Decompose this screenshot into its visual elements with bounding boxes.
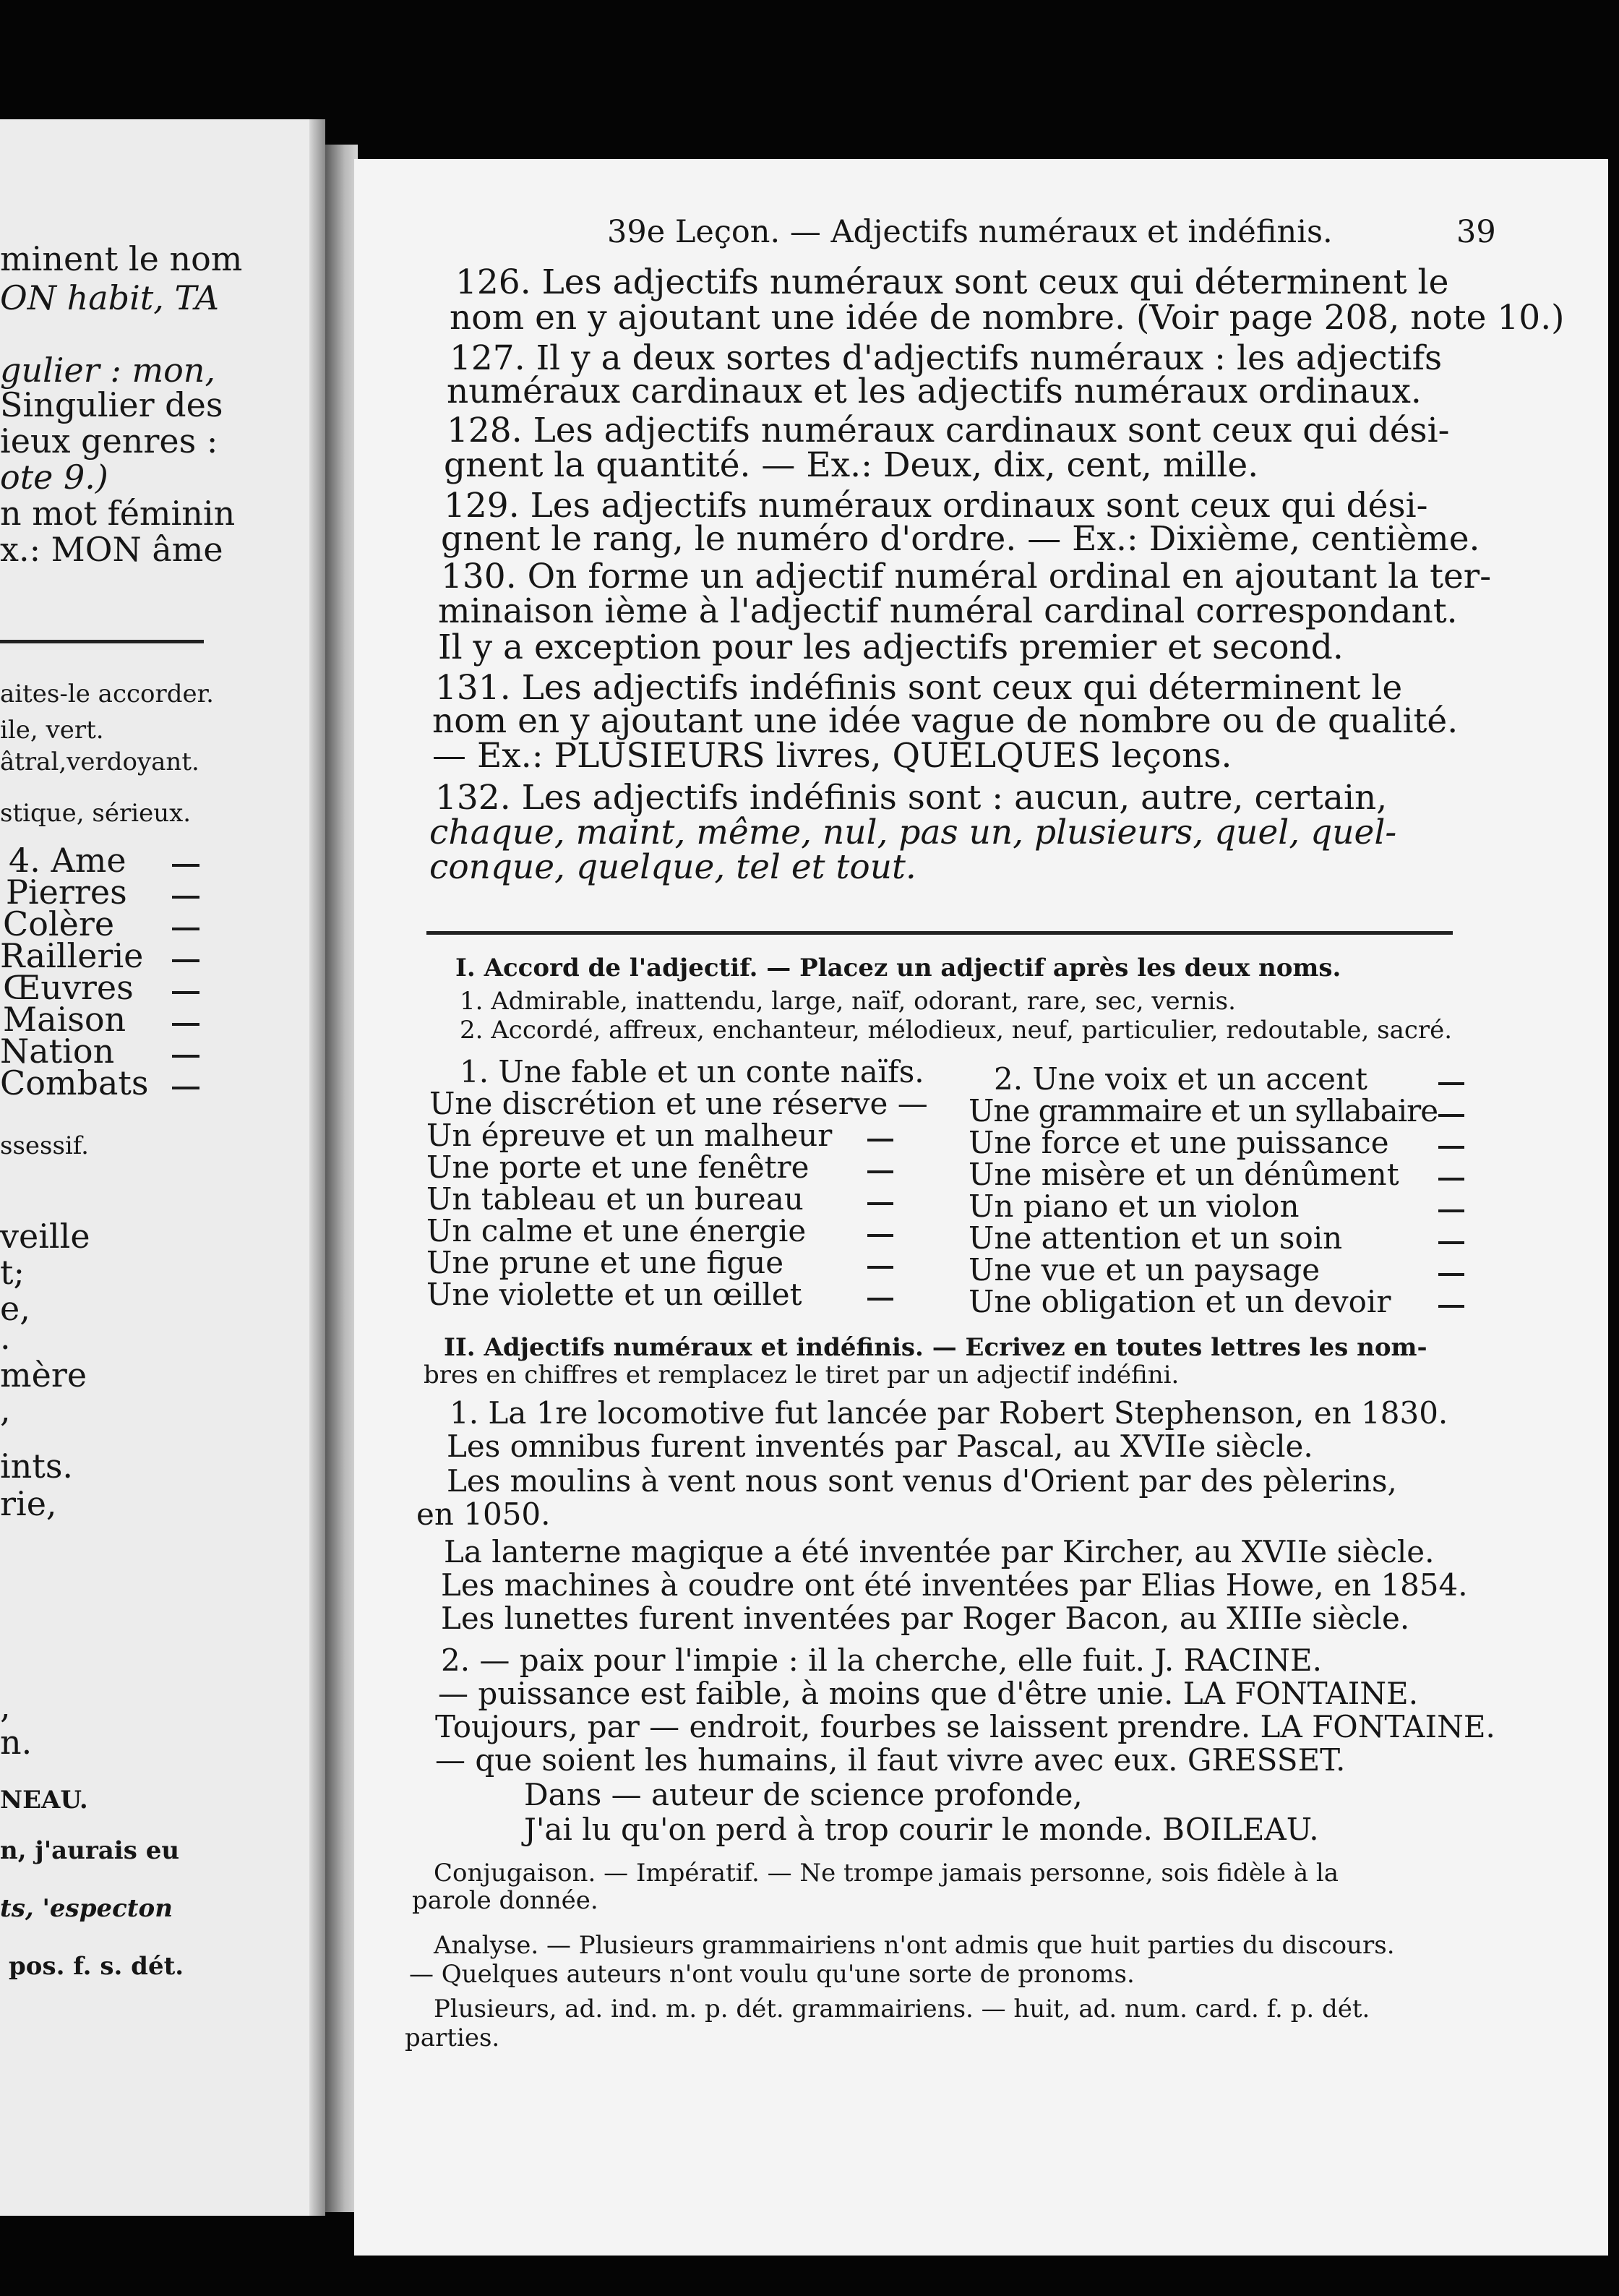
blank-dash (867, 1298, 893, 1301)
left-text-line: rie, (0, 1484, 57, 1523)
section-divider (426, 931, 1453, 935)
rule-line: numéraux cardinaux et les adjectifs numéraux ordinaux. (447, 372, 1422, 411)
blank-dash (172, 1055, 199, 1058)
blank-dash (1438, 1273, 1464, 1276)
exercise-item: Une discrétion et une réserve — (429, 1086, 928, 1121)
left-text-line: ile, vert. (0, 716, 104, 745)
left-text-line: NEAU. (0, 1786, 88, 1815)
left-text-line: Singulier des (0, 385, 223, 424)
exercise-sentence: La lanterne magique a été inventée par Kircher, au XVIIe siècle. (444, 1534, 1435, 1569)
exercise-sentence: J'ai lu qu'on perd à trop courir le monde. BOILEAU. (524, 1812, 1319, 1847)
blank-dash (1438, 1114, 1464, 1117)
word-list: 2. Accordé, affreux, enchanteur, mélodieux, neuf, particulier, redoutable, sacré. (460, 1016, 1453, 1045)
left-page-fragment (0, 119, 325, 2216)
exercise-title: II. Adjectifs numéraux et indéfinis. — Ecrivez en toutes lettres les nom- (444, 1333, 1427, 1362)
rule-line: gnent le rang, le numéro d'ordre. — Ex.: Dixième, centième. (441, 519, 1480, 559)
page-gutter (309, 119, 325, 2216)
left-list-item: Combats (0, 1063, 149, 1102)
analyse-line: parties. (405, 2023, 500, 2052)
left-list-item: Maison (3, 1000, 126, 1039)
rule-line: 126. Les adjectifs numéraux sont ceux qui déterminent le (455, 262, 1449, 302)
exercise-sentence: — puissance est faible, à moins que d'être unie. LA FONTAINE. (438, 1676, 1419, 1711)
blank-dash (172, 896, 199, 899)
blank-dash (1438, 1305, 1464, 1308)
exercise-sentence: Dans — auteur de science profonde, (524, 1777, 1083, 1812)
exercise-instructions: bres en chiffres et remplacez le tiret par un adjectif indéfini. (424, 1361, 1180, 1389)
exercise-item: Une grammaire et un syllabaire (969, 1093, 1438, 1128)
rule-line: nom en y ajoutant une idée vague de nombre ou de qualité. (432, 701, 1459, 741)
book-spine-shadow (325, 145, 358, 2212)
left-text-line: âtral,verdoyant. (0, 748, 199, 776)
exercise-sentence: Les lunettes furent inventées par Roger Bacon, au XIIIe siècle. (441, 1601, 1410, 1636)
left-text-line: ints. (0, 1447, 74, 1486)
left-text-line: ote 9.) (0, 458, 108, 497)
exercise-item: Une porte et une fenêtre (426, 1149, 810, 1185)
left-list-item: Raillerie (0, 936, 144, 975)
rule-line: conque, quelque, tel et tout. (429, 847, 916, 887)
left-text-line: n, j'aurais eu (0, 1836, 180, 1865)
rule-line: chaque, maint, même, nul, pas un, plusieurs, quel, quel- (429, 813, 1397, 852)
analyse-line: Analyse. — Plusieurs grammairiens n'ont admis que huit parties du discours. (434, 1931, 1395, 1960)
blank-dash (172, 864, 199, 867)
exercise-item: 1. Une fable et un conte naïfs. (460, 1054, 924, 1089)
blank-dash (1438, 1241, 1464, 1244)
analyse-line: — Quelques auteurs n'ont voulu qu'une sorte de pronoms. (409, 1960, 1135, 1989)
exercise-sentence: 1. La 1re locomotive fut lancée par Robert Stephenson, en 1830. (450, 1395, 1448, 1431)
exercise-item: Une obligation et un devoir (969, 1284, 1391, 1319)
left-text-line: mère (0, 1355, 87, 1395)
blank-dash (1438, 1209, 1464, 1212)
rule-line: — Ex.: PLUSIEURS livres, QUELQUES leçons. (432, 736, 1232, 776)
left-list-item: Œuvres (3, 968, 134, 1007)
blank-dash (1438, 1146, 1464, 1149)
left-text-line: stique, sérieux. (0, 799, 192, 828)
blank-dash (1438, 1178, 1464, 1181)
conjugaison-line: parole donnée. (412, 1886, 598, 1915)
rule-line: 127. Il y a deux sortes d'adjectifs numéraux : les adjectifs (450, 338, 1443, 378)
left-text-line: minent le nom (0, 239, 243, 278)
exercise-item: 2. Une voix et un accent (994, 1061, 1367, 1097)
blank-dash (867, 1170, 893, 1173)
left-list-item: Colère (3, 904, 115, 943)
exercise-item: Une attention et un soin (969, 1220, 1343, 1256)
left-text-line: veille (0, 1217, 90, 1256)
exercise-item: Une prune et une figue (426, 1245, 784, 1280)
exercise-item: Une misère et un dénûment (969, 1157, 1399, 1192)
left-text-line: ssessif. (0, 1131, 89, 1160)
page-39 (354, 159, 1608, 2256)
left-text-line: , (0, 1390, 11, 1429)
exercise-item: Un piano et un violon (969, 1188, 1300, 1224)
left-text-line: ieux genres : (0, 421, 218, 461)
left-list-item: 4. Ame (9, 841, 126, 880)
left-text-line: n mot féminin (0, 494, 236, 533)
left-text-line: n. (0, 1723, 33, 1762)
exercise-sentence: — que soient les humains, il faut vivre avec eux. GRESSET. (435, 1742, 1346, 1778)
exercise-item: Une violette et un œillet (426, 1277, 802, 1312)
page-header-title: 39e Leçon. — Adjectifs numéraux et indéfinis. (607, 214, 1333, 250)
left-text-line: ON habit, TA (0, 278, 219, 317)
rule-line: nom en y ajoutant une idée de nombre. (Voir page 208, note 10.) (450, 298, 1565, 338)
left-text-line: . (0, 1318, 11, 1357)
exercise-sentence: Les moulins à vent nous sont venus d'Orient par des pèlerins, (447, 1463, 1397, 1499)
exercise-item: Un calme et une énergie (426, 1213, 807, 1248)
exercise-item: Une force et une puissance (969, 1125, 1389, 1160)
exercise-item: Une vue et un paysage (969, 1252, 1320, 1288)
blank-dash (867, 1266, 893, 1269)
left-text-line: t; (0, 1253, 25, 1292)
left-text-line: , (0, 1687, 11, 1726)
exercise-sentence: 2. — paix pour l'impie : il la cherche, elle fuit. J. RACINE. (441, 1642, 1323, 1678)
rule-line: 128. Les adjectifs numéraux cardinaux sont ceux qui dési- (447, 411, 1450, 450)
exercise-item: Un épreuve et un malheur (426, 1118, 833, 1153)
conjugaison-line: Conjugaison. — Impératif. — Ne trompe jamais personne, sois fidèle à la (434, 1859, 1339, 1888)
rule-line: 131. Les adjectifs indéfinis sont ceux qui déterminent le (435, 668, 1403, 708)
blank-dash (867, 1139, 893, 1141)
rule-line: 132. Les adjectifs indéfinis sont : aucun, autre, certain, (435, 778, 1388, 818)
rule-line: minaison ième à l'adjectif numéral cardinal correspondant. (438, 591, 1458, 631)
exercise-sentence: Les omnibus furent inventés par Pascal, au XVIIe siècle. (447, 1428, 1313, 1464)
exercise-item: Un tableau et un bureau (426, 1181, 804, 1217)
blank-dash (867, 1202, 893, 1205)
left-text-line: x.: MON âme (0, 530, 223, 569)
left-text-line: gulier : mon, (0, 351, 216, 390)
analyse-line: Plusieurs, ad. ind. m. p. dét. grammairiens. — huit, ad. num. card. f. p. dét. (434, 1995, 1370, 2023)
rule-line: 129. Les adjectifs numéraux ordinaux sont ceux qui dési- (444, 486, 1428, 526)
page-number: 39 (1456, 214, 1496, 250)
left-list-item: Nation (0, 1032, 115, 1071)
rule-line: gnent la quantité. — Ex.: Deux, dix, cent, mille. (444, 445, 1259, 485)
left-text-line: pos. f. s. dét. (9, 1952, 184, 1981)
left-list-item: Pierres (6, 873, 127, 912)
blank-dash (1438, 1082, 1464, 1085)
rule-line: 130. On forme un adjectif numéral ordinal en ajoutant la ter- (441, 557, 1492, 596)
left-text-line: e, (0, 1289, 30, 1328)
blank-dash (172, 1087, 199, 1089)
word-list: 1. Admirable, inattendu, large, naïf, odorant, rare, sec, vernis. (460, 987, 1236, 1016)
divider (0, 640, 204, 643)
blank-dash (172, 1023, 199, 1026)
left-text-line: ts, 'especton (0, 1894, 173, 1923)
exercise-sentence: Toujours, par — endroit, fourbes se laissent prendre. LA FONTAINE. (435, 1709, 1495, 1744)
exercise-sentence: Les machines à coudre ont été inventées par Elias Howe, en 1854. (441, 1567, 1468, 1603)
exercise-sentence: en 1050. (416, 1496, 551, 1532)
left-text-line: aites-le accorder. (0, 680, 214, 708)
blank-dash (867, 1234, 893, 1237)
rule-line: Il y a exception pour les adjectifs premier et second. (438, 627, 1344, 667)
blank-dash (172, 991, 199, 994)
blank-dash (172, 928, 199, 930)
blank-dash (172, 959, 199, 962)
exercise-title: I. Accord de l'adjectif. — Placez un adjectif après les deux noms. (455, 954, 1341, 982)
